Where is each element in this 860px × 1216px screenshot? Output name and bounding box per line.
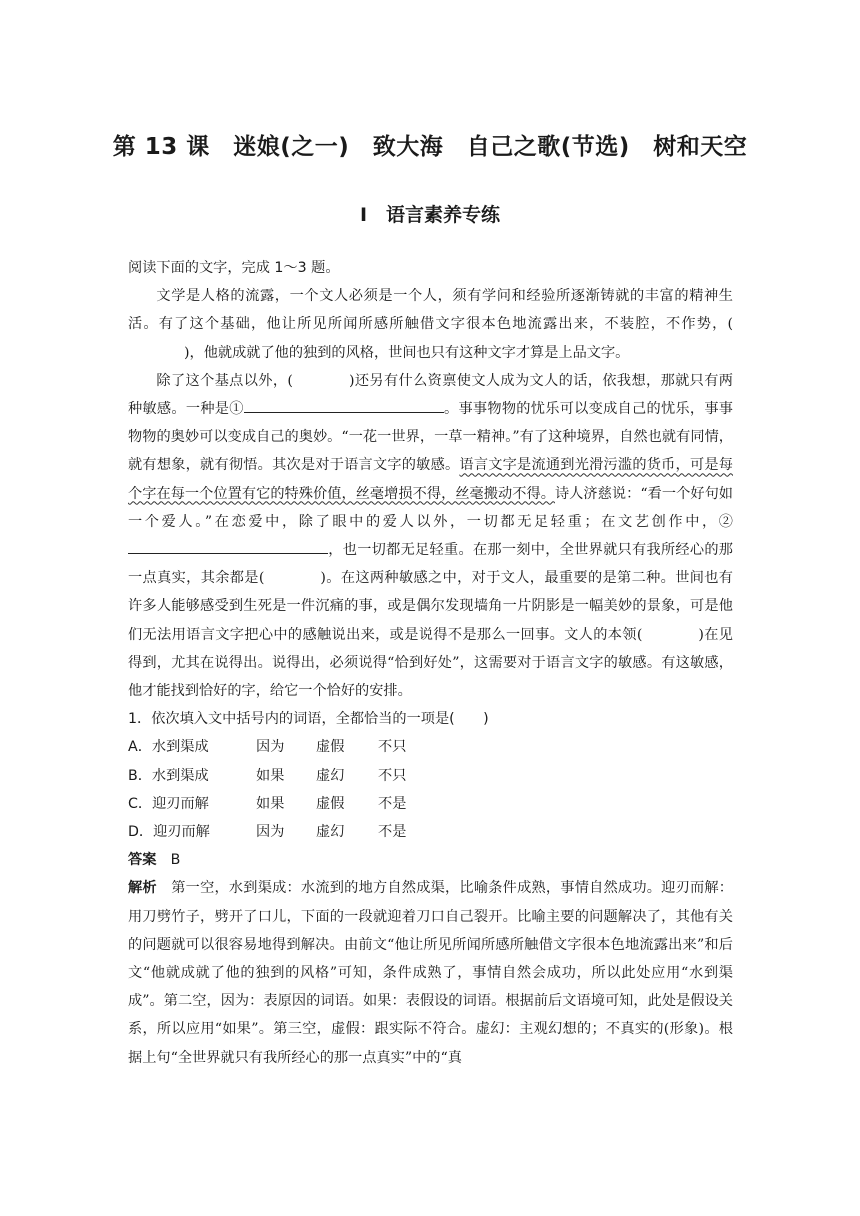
option-c: C．迎刃而解 如果 虚假 不是: [128, 795, 407, 812]
passage-text: 文学是人格的流露，一个文人必须是一个人，须有学问和经验所逐渐铸就的丰富的精神生活。有了这个基础，他让所见所闻所感所触借文字很本色地流露出来，不装腔，不作势，(: [128, 288, 733, 333]
passage-text: )还另有什么资禀使文人成为文人的话，依我想，那就只有两种敏感。一种是①: [128, 372, 733, 418]
instruction: 阅读下面的文字，完成 1～3 题。: [128, 260, 340, 276]
lesson-title: 第 13 课 迷娘(之一) 致大海 自己之歌(节选) 树和天空: [112, 134, 748, 160]
passage-text: ，也一切都无足轻重。在那一刻中，全世界就只有我所经心的那一点真实，其余都是(: [128, 542, 733, 587]
analysis-text: 第一空，水到渠成：水流到的地方自然成渠，比喻条件成熟，事情自然成功。迎刃而解：用刀劈竹子，劈开了口儿，下面的一段就迎着刀口自己裂开。比喻主要的问题解决了，其他有关的问题就可以很容易地得到解决。由前文“他让所见所闻所感所触借文字很本色地流露出来”和后文“他就成就了他的独到的风格”可知，条件成熟了，事情自然会成功，所以此处应用“水到渠成”。第二空，因为：表原因的词语。如果：表假设的词语。根据前后文语境可知，此处是假设关系，所以应用“如果”。第三空，虚假：跟实际不符合。虚幻：主观幻想的；不真实的(形象)。根据上句“全世界就只有我所经心的那一点真实”中的“真: [128, 880, 733, 1066]
passage-text: 。事事物物的忧乐可以变成自己的忧乐，事事物物的奥妙可以变成自己的奥妙。“一花一世界，一草一精神。”有了这种境界，自然也就有同情，就有想象，就有彻悟。其次是对于语言文字的敏感。: [128, 401, 733, 474]
passage-paragraph-2: [128, 367, 733, 705]
option-d: D．迎刃而解 因为 虚幻 不是: [128, 824, 407, 841]
passage-text: )在见得到，尤其在说得出。说得出，必须说得“恰到好处”，这需要对于语言文字的敏感。有这敏感，他才能找到恰好的字，给它一个恰好的安排。: [128, 626, 733, 700]
passage-text: 诗人济慈说：“看一个好句如一个爱人。”在恋爱中，除了眼中的爱人以外，一切都无足轻重；在文艺创作中，②: [128, 485, 733, 530]
answer-options: [128, 733, 733, 846]
page-content: [128, 254, 733, 1072]
option-b: B．水到渠成 如果 虚幻 不只: [128, 767, 407, 784]
option-a: A．水到渠成 因为 虚假 不只: [128, 739, 407, 756]
answer-value: B: [170, 852, 181, 869]
answer-label: 答案: [128, 852, 157, 869]
passage-text: )，他就成就了他的独到的风格，世间也只有这种文字才算是上品文字。: [184, 344, 630, 361]
passage-text: )。在这两种敏感之中，对于文人，最重要的是第二种。世间也有许多人能够感受到生死是一件沉痛的事，或是偶尔发现墙角一片阴影是一幅美妙的景象，可是他们无法用语言文字把心中的感触说出来，或是说得不是那么一回事。文人的本领(: [128, 570, 733, 643]
analysis-label: 解析: [128, 880, 157, 897]
answer-line: [128, 846, 733, 874]
wavy-underlined-sentence: 语言文字是流通到光滑污滥的货币，可是每个字在每一个位置有它的特殊价值，丝毫增损不得，丝毫搬动不得。: [128, 457, 733, 502]
passage-paragraph-1: [128, 282, 733, 367]
fill-blank-2: [128, 538, 328, 554]
section-heading: Ⅰ 语言素养专练: [359, 204, 501, 226]
passage-text: 除了这个基点以外，(: [156, 372, 293, 389]
fill-blank-1: [244, 397, 444, 413]
analysis-paragraph: [128, 874, 733, 1071]
question-1: 1．依次填入文中括号内的词语，全都恰当的一项是( ): [128, 711, 489, 728]
